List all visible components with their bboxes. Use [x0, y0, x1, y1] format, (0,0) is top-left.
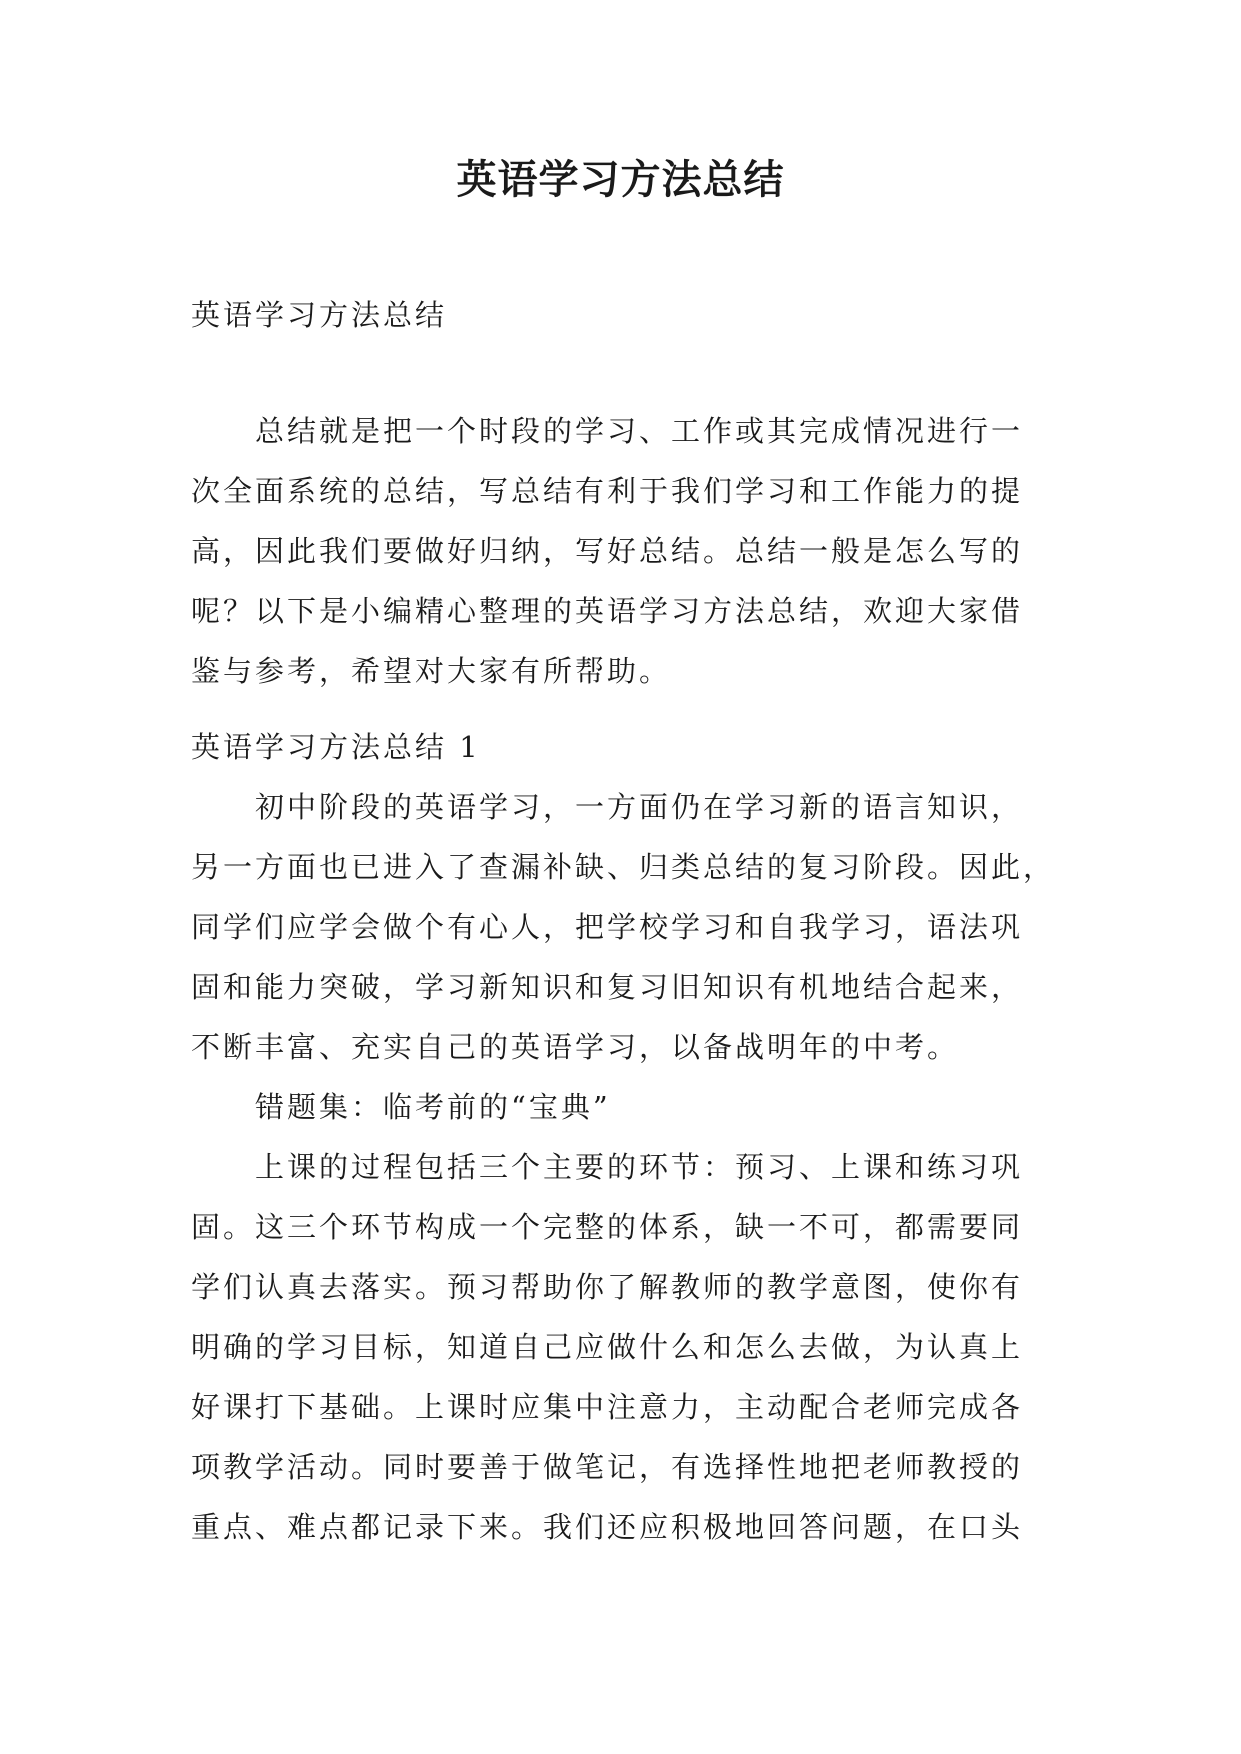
section-1-body	[191, 777, 1056, 1557]
body-line: 学们认真去落实。预习帮助你了解教师的教学意图，使你有	[191, 1270, 1024, 1304]
body-line: 同学们应学会做个有心人，把学校学习和自我学习，语法巩	[191, 910, 1024, 944]
intro-line: 高，因此我们要做好归纳，写好总结。总结一般是怎么写的	[191, 534, 1024, 568]
intro-line: 次全面系统的总结，写总结有利于我们学习和工作能力的提	[191, 474, 1024, 508]
body-line: 上课的过程包括三个主要的环节：预习、上课和练习巩	[255, 1150, 1024, 1184]
intro-line: 鉴与参考，希望对大家有所帮助。	[191, 654, 672, 688]
intro-line: 总结就是把一个时段的学习、工作或其完成情况进行一	[255, 414, 1024, 448]
subtitle-text: 英语学习方法总结	[191, 298, 448, 332]
body-line: 固和能力突破，学习新知识和复习旧知识有机地结合起来，	[191, 970, 1024, 1004]
body-line: 另一方面也已进入了查漏补缺、归类总结的复习阶段。因此，	[191, 850, 1056, 884]
subheading-text: 错题集：临考前的“宝典”	[255, 1090, 611, 1124]
section-1-heading-text: 英语学习方法总结 1	[191, 730, 481, 764]
document-title: 英语学习方法总结	[456, 156, 785, 203]
body-line: 明确的学习目标，知道自己应做什么和怎么去做，为认真上	[191, 1330, 1024, 1364]
body-line: 重点、难点都记录下来。我们还应积极地回答问题，在口头	[191, 1510, 1024, 1544]
body-line: 固。这三个环节构成一个完整的体系，缺一不可，都需要同	[191, 1210, 1024, 1244]
body-line: 不断丰富、充实自己的英语学习，以备战明年的中考。	[191, 1030, 960, 1064]
section-1-subheading	[191, 1077, 1051, 1137]
section-1-heading	[191, 717, 1051, 777]
body-line: 好课打下基础。上课时应集中注意力，主动配合老师完成各	[191, 1390, 1024, 1424]
section-1-paragraph-1	[191, 777, 1056, 1077]
body-line: 项教学活动。同时要善于做笔记，有选择性地把老师教授的	[191, 1450, 1024, 1484]
document-subtitle	[191, 285, 1051, 345]
intro-line: 呢？以下是小编精心整理的英语学习方法总结，欢迎大家借	[191, 594, 1024, 628]
intro-paragraph	[191, 401, 1051, 701]
section-1-paragraph-2	[191, 1137, 1051, 1557]
body-line: 初中阶段的英语学习，一方面仍在学习新的语言知识，	[255, 790, 1024, 824]
